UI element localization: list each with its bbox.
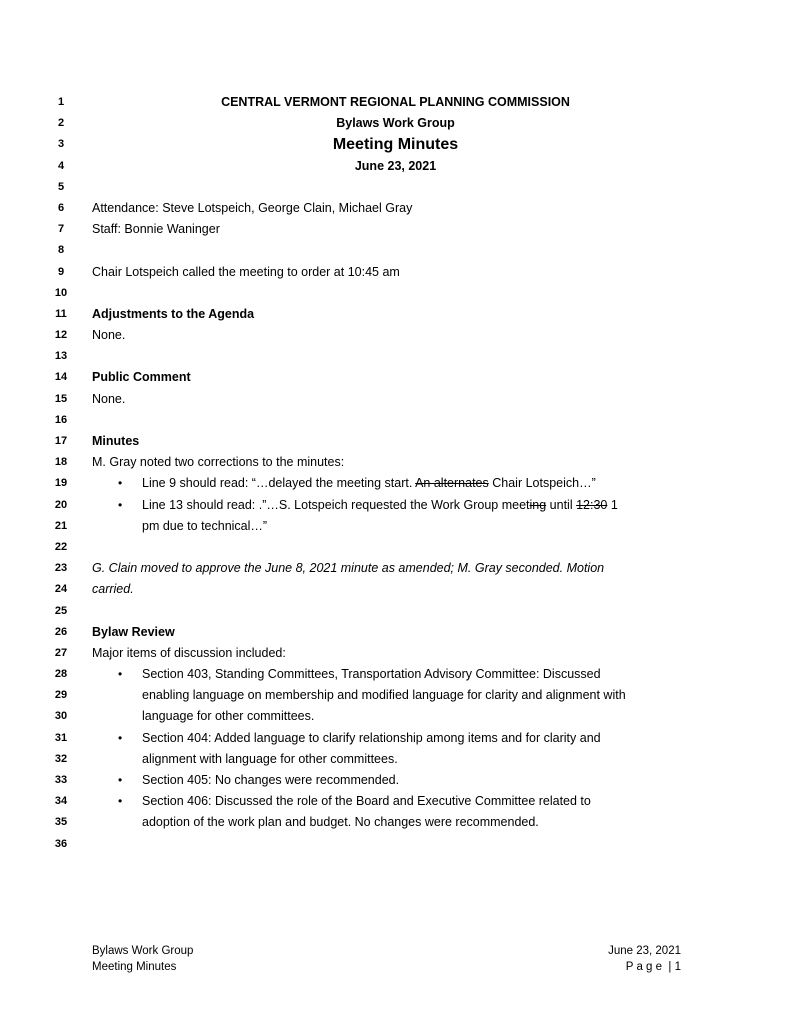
line-number: 16 (54, 413, 68, 426)
line-number: 15 (54, 392, 68, 405)
line-number: 3 (57, 138, 65, 151)
line (0, 389, 791, 410)
line-number: 20 (54, 498, 68, 511)
line (0, 452, 791, 473)
line (0, 537, 791, 558)
line (0, 219, 791, 240)
section-heading-public-comment: Public Comment (92, 370, 191, 385)
minutes-intro: M. Gray noted two corrections to the minutes: (92, 455, 345, 470)
line (0, 685, 791, 706)
line (0, 113, 791, 134)
line (0, 283, 791, 304)
motion-text-cont: carried. (92, 582, 134, 597)
doc-title: Meeting Minutes (332, 136, 459, 154)
line-number: 6 (57, 201, 65, 214)
section-heading-bylaw-review: Bylaw Review (92, 624, 175, 639)
bullet-icon (118, 473, 122, 494)
review-item-404: Section 404: Added language to clarify relationship among items and for clarity and (142, 730, 601, 745)
footer-group: Bylaws Work Group (92, 945, 194, 957)
line-number: 19 (54, 477, 68, 490)
bullet-icon (118, 728, 122, 749)
line-number: 9 (57, 265, 65, 278)
line (0, 240, 791, 261)
line-number: 4 (57, 159, 65, 172)
footer-right (608, 943, 681, 975)
bullet-icon (118, 495, 122, 516)
line (0, 92, 791, 113)
call-to-order: Chair Lotspeich called the meeting to order at 10:45 am (92, 264, 400, 279)
line (0, 622, 791, 643)
line-number: 17 (54, 435, 68, 447)
line (0, 262, 791, 283)
footer-left (92, 943, 193, 975)
line-number: 32 (54, 752, 68, 765)
struck-text: 12:30 (576, 497, 608, 512)
line-number: 23 (54, 562, 68, 575)
meeting-date: June 23, 2021 (354, 158, 437, 173)
bullet-icon (118, 664, 122, 685)
line-number: 12 (54, 329, 68, 342)
review-item-406: Section 406: Discussed the role of the Board and Executive Committee related to (142, 794, 591, 809)
line (0, 431, 791, 452)
numbered-lines (0, 92, 791, 855)
review-item-404-cont: alignment with language for other committees. (142, 751, 398, 766)
footer-doc: Meeting Minutes (92, 961, 177, 973)
line (0, 749, 791, 770)
bylaw-review-intro: Major items of discussion included: (92, 645, 286, 660)
motion-text: G. Clain moved to approve the June 8, 2021 minute as amended; M. Gray seconded. Motion (92, 561, 605, 576)
line (0, 177, 791, 198)
public-comment-text: None. (92, 391, 126, 406)
line (0, 664, 791, 685)
section-heading-minutes: Minutes (92, 434, 140, 448)
line (0, 706, 791, 727)
line-number: 14 (54, 371, 68, 384)
line-number: 24 (54, 583, 68, 596)
bullet-icon (118, 791, 122, 812)
group-title: Bylaws Work Group (336, 116, 455, 131)
line (0, 643, 791, 664)
line-number: 21 (54, 519, 68, 532)
struck-text: ing (529, 497, 547, 512)
review-item-403-cont: language for other committees. (142, 709, 315, 724)
line (0, 834, 791, 855)
line-number: 11 (55, 307, 67, 320)
line (0, 728, 791, 749)
line (0, 601, 791, 622)
bullet-icon (118, 770, 122, 791)
line-number: 18 (54, 456, 68, 469)
text: 1 (607, 497, 618, 512)
line-number: 36 (54, 837, 68, 850)
org-title: CENTRAL VERMONT REGIONAL PLANNING COMMISSION (221, 95, 570, 109)
attendance: Attendance: Steve Lotspeich, George Clain, Michael Gray (92, 200, 413, 215)
line-number: 34 (54, 795, 68, 808)
line-number: 8 (57, 244, 65, 257)
line (0, 516, 791, 537)
line (0, 495, 791, 516)
correction-1 (142, 473, 731, 494)
staff: Staff: Bonnie Waninger (92, 222, 220, 237)
line (0, 410, 791, 431)
line-number: 33 (54, 774, 68, 786)
agenda-text: None. (92, 328, 126, 343)
correction-2 (142, 495, 731, 516)
line (0, 473, 791, 494)
line-number: 13 (54, 350, 68, 363)
line (0, 367, 791, 388)
correction-2-cont: pm due to technical…” (142, 518, 268, 533)
line-number: 7 (57, 223, 65, 236)
line (0, 346, 791, 367)
line-number: 28 (54, 668, 68, 681)
line-number: 35 (54, 816, 68, 829)
line-number: 2 (57, 117, 65, 130)
section-heading-agenda: Adjustments to the Agenda (92, 306, 255, 321)
line (0, 134, 791, 155)
line (0, 198, 791, 219)
review-item-403: Section 403, Standing Committees, Transportation Advisory Committee: Discussed (142, 667, 601, 682)
line-number: 31 (54, 731, 68, 744)
line (0, 558, 791, 579)
line (0, 156, 791, 177)
line-number: 29 (54, 689, 68, 702)
line (0, 770, 791, 791)
line-number: 25 (54, 604, 68, 617)
footer-date: June 23, 2021 (608, 945, 681, 957)
line-number: 10 (54, 286, 68, 299)
line-number: 27 (54, 646, 68, 659)
page-number: P a g e | 1 (625, 961, 681, 973)
line (0, 304, 791, 325)
text: Chair Lotspeich…” (488, 476, 596, 491)
line (0, 791, 791, 812)
line (0, 325, 791, 346)
line-number: 30 (54, 710, 68, 723)
line-number: 5 (57, 180, 65, 193)
review-item-406-cont: adoption of the work plan and budget. No changes were recommended. (142, 815, 539, 830)
line-number: 26 (54, 625, 68, 638)
text: Line 9 should read: “…delayed the meeting start. (142, 476, 416, 491)
review-item-403-cont: enabling language on membership and modified language for clarity and alignment with (142, 688, 626, 703)
text: Line 13 should read: .”…S. Lotspeich requested the Work Group meet (142, 497, 530, 512)
line (0, 812, 791, 833)
line-number: 1 (57, 96, 65, 108)
review-item-405: Section 405: No changes were recommended. (142, 773, 400, 787)
text: until (546, 497, 577, 512)
struck-text: An alternates (415, 476, 489, 491)
line (0, 579, 791, 600)
line-number: 22 (54, 540, 68, 553)
